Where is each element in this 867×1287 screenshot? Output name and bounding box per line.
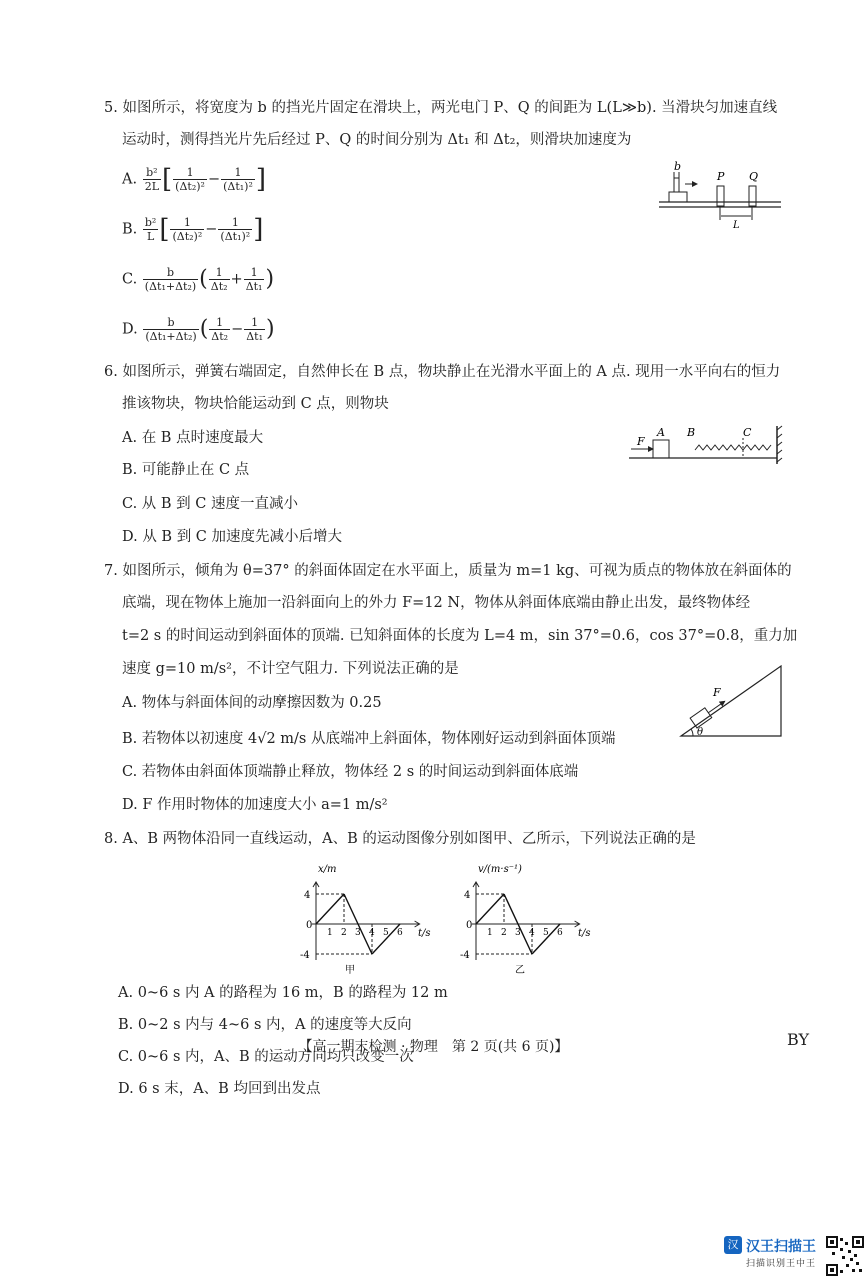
- q6-option-d: D. 从 B 到 C 加速度先减小后增大: [122, 529, 343, 545]
- gate-p-label: P: [717, 170, 725, 183]
- q7-option-a: A. 物体与斜面体间的动摩擦因数为 0.25: [122, 695, 382, 711]
- graph-caption: 甲: [345, 965, 355, 976]
- series-segment: [476, 894, 504, 924]
- x-axis-label: t/s: [578, 928, 591, 939]
- y-tick-label: -4: [300, 950, 310, 961]
- q8-option-c: C. 0~6 s 内，A、B 的运动方向均只改变一次: [118, 1049, 414, 1065]
- x-tick-label: 6: [557, 928, 563, 938]
- spring: [695, 445, 771, 450]
- corner-code: BY: [787, 1030, 810, 1049]
- point-b-label: B: [687, 426, 696, 439]
- q5-figure: [655, 160, 785, 230]
- q8-option-d: D. 6 s 末，A、B 均回到出发点: [118, 1081, 321, 1097]
- x-tick-label: 3: [355, 928, 361, 938]
- q7-option-c: C. 若物体由斜面体顶端静止释放，物体经 2 s 的时间运动到斜面体底端: [122, 764, 579, 780]
- q5-option-a: A. $\frac{\text{b²}}{2L}$ [ $\frac{1}{\text{(Δt₂)²}}$ − $\frac{1}{\text{(Δt₁)²}}$ ]: [122, 164, 267, 195]
- y-tick-label: 0: [306, 920, 313, 931]
- force-label: F: [637, 435, 645, 448]
- q5-stem-line2: 运动时，测得挡光片先后经过 P、Q 的时间分别为 Δt₁ 和 Δt₂，则滑块加速度为: [122, 132, 632, 148]
- q5-option-d: D. $\frac{b}{\text{(Δt₁+Δt₂)}}$ ( $\frac{1}{\text{Δt₂}}$ − $\frac{1}{\text{Δt₁}}$ ): [122, 316, 275, 343]
- x-tick-label: 1: [327, 928, 333, 938]
- q7-stem-line3: t=2 s 的时间运动到斜面体的顶端. 已知斜面体的长度为 L=4 m，sin 37°=0.6，cos 37°=0.8，重力加: [122, 628, 798, 644]
- block: [690, 708, 712, 728]
- fraction: $\frac{1}{\text{Δt₂}}$: [211, 316, 229, 343]
- y-tick-label: 4: [304, 890, 311, 901]
- graph-yi: [450, 858, 600, 978]
- q7-stem-line2: 底端，现在物体上施加一沿斜面向上的外力 F=12 N，物体从斜面体底端由静止出发，最终物体经: [122, 595, 751, 611]
- x-tick-label: 2: [341, 928, 347, 938]
- q6-figure: [625, 420, 785, 470]
- q7-option-d: D. F 作用时物体的加速度大小 a=1 m/s²: [122, 797, 388, 813]
- fraction: $\frac{1}{\text{Δt₁}}$: [245, 266, 263, 293]
- force-label: F: [713, 686, 721, 699]
- x-tick-label: 5: [383, 928, 389, 938]
- graph-caption: 乙: [515, 965, 525, 976]
- page-footer: 【高一期末检测 · 物理 第 2 页(共 6 页)】: [298, 1039, 569, 1055]
- coefficient: $\frac{b}{\text{(Δt₁+Δt₂)}}$: [144, 266, 197, 293]
- incline: [681, 666, 781, 736]
- q6-option-c: C. 从 B 到 C 速度一直减小: [122, 496, 298, 512]
- q7-stem-line1: 7. 如图所示，倾角为 θ=37° 的斜面体固定在水平面上，质量为 m=1 kg、可视为质点的物体放在斜面体的: [104, 563, 792, 579]
- option-label: B.: [122, 221, 138, 238]
- q6-option-b: B. 可能静止在 C 点: [122, 462, 250, 478]
- gate-q: [749, 186, 756, 206]
- coefficient: $\frac{\text{b²}}{L}$: [144, 216, 157, 243]
- series-segment: [316, 894, 344, 924]
- fraction: $\frac{1}{\text{Δt₂}}$: [210, 266, 228, 293]
- distance-label: L: [733, 220, 740, 231]
- block-a: [653, 440, 669, 458]
- x-tick-label: 6: [397, 928, 403, 938]
- x-tick-label: 4: [369, 928, 375, 938]
- fraction: $\frac{1}{\text{(Δt₂)²}}$: [172, 216, 203, 243]
- fraction: $\frac{1}{\text{(Δt₁)²}}$: [223, 166, 253, 193]
- q6-option-a: A. 在 B 点时速度最大: [122, 430, 264, 446]
- y-tick-label: 0: [466, 920, 473, 931]
- x-tick-label: 4: [529, 928, 535, 938]
- light-shield: [674, 178, 679, 192]
- fraction: $\frac{1}{\text{Δt₁}}$: [246, 316, 263, 343]
- graph-jia: [290, 858, 440, 978]
- y-axis-label: v/(m·s⁻¹): [478, 864, 522, 875]
- slider-block: [669, 192, 687, 202]
- point-a-label: A: [657, 426, 665, 439]
- q8-option-b: B. 0~2 s 内与 4~6 s 内，A 的速度等大反向: [118, 1017, 412, 1033]
- option-label: D.: [122, 321, 138, 338]
- q7-stem-line4: 速度 g=10 m/s²，不计空气阻力. 下列说法正确的是: [122, 661, 459, 677]
- x-axis-label: t/s: [418, 928, 431, 939]
- x-tick-label: 3: [515, 928, 521, 938]
- x-tick-label: 1: [487, 928, 493, 938]
- brand-name: 汉王扫描王: [746, 1239, 816, 1255]
- angle-label: θ: [697, 727, 704, 738]
- scanner-watermark: [724, 1236, 824, 1278]
- option-label: A.: [122, 171, 138, 188]
- option-label: C.: [122, 271, 138, 288]
- q5-option-b: B. $\frac{\text{b²}}{L}$ [ $\frac{1}{\text{(Δt₂)²}}$ − $\frac{1}{\text{(Δt₁)²}}$ ]: [122, 214, 264, 245]
- q8-stem: 8. A、B 两物体沿同一直线运动，A、B 的运动图像分别如图甲、乙所示，下列说法正确的是: [104, 831, 696, 847]
- coefficient: $\frac{b}{\text{(Δt₁+Δt₂)}}$: [145, 316, 197, 343]
- y-axis-label: x/m: [318, 864, 337, 875]
- y-tick-label: 4: [464, 890, 471, 901]
- brand-logo-icon: 汉: [724, 1236, 742, 1254]
- q7-figure: [675, 660, 785, 742]
- qr-code-icon: [826, 1236, 864, 1276]
- q7-option-b: B. 若物体以初速度 4√2 m/s 从底端冲上斜面体，物体刚好运动到斜面体顶端: [122, 731, 616, 747]
- q8-option-a: A. 0~6 s 内 A 的路程为 16 m，B 的路程为 12 m: [118, 985, 448, 1001]
- coefficient: $\frac{\text{b²}}{2L}$: [144, 166, 160, 193]
- y-tick-label: -4: [460, 950, 470, 961]
- width-label: b: [674, 160, 682, 173]
- q6-stem-line1: 6. 如图所示，弹簧右端固定，自然伸长在 B 点，物块静止在光滑水平面上的 A 点. 现用一水平向右的恒力: [104, 364, 781, 380]
- gate-q-label: Q: [749, 170, 759, 183]
- q6-stem-line2: 推该物块，物块恰能运动到 C 点，则物块: [122, 396, 389, 412]
- fraction: $\frac{1}{\text{(Δt₂)²}}$: [175, 166, 205, 193]
- fraction: $\frac{1}{\text{(Δt₁)²}}$: [220, 216, 251, 243]
- brand-slogan: 扫描识别王中王: [746, 1259, 817, 1269]
- gate-p: [717, 186, 724, 206]
- x-tick-label: 2: [501, 928, 507, 938]
- point-c-label: C: [743, 426, 752, 439]
- x-tick-label: 5: [543, 928, 549, 938]
- q5-stem-line1: 5. 如图所示，将宽度为 b 的挡光片固定在滑块上，两光电门 P、Q 的间距为 L(L≫b). 当滑块匀加速直线: [104, 100, 778, 116]
- q5-option-c: C. $\frac{b}{\text{(Δt₁+Δt₂)}}$ ( $\frac{1}{\text{Δt₂}}$ + $\frac{1}{\text{Δt₁}}$ ): [122, 266, 275, 293]
